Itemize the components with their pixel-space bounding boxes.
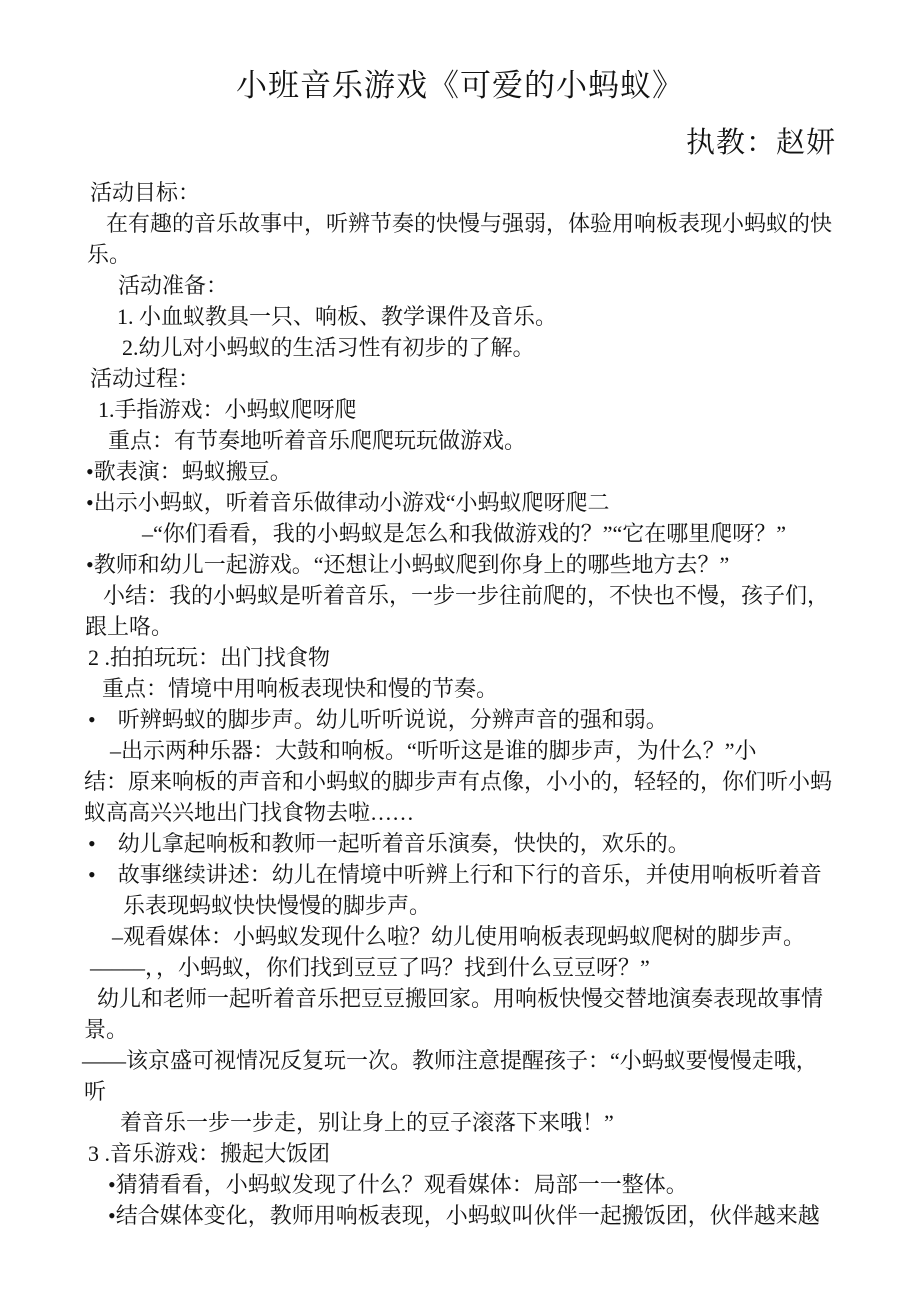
- text-line: 重点：情境中用响板表现快和慢的节奏。: [102, 676, 499, 701]
- text-line: • 幼儿拿起响板和教师一起听着音乐演奏，快快的，欢乐的。: [88, 831, 690, 856]
- document-body: [0, 177, 920, 1231]
- text-line: 结：原来响板的声音和小蚂蚁的脚步声有点像，小小的，轻轻的，你们听小蚂: [84, 769, 833, 794]
- text-line: –观看媒体：小蚂蚁发现什么啦？幼儿使用响板表现蚂蚁爬树的脚步声。: [112, 924, 806, 949]
- text-line: 活动目标：: [90, 180, 201, 205]
- text-line: 小结：我的小蚂蚁是听着音乐，一步一步往前爬的，不快也不慢，孩子们，: [103, 583, 830, 608]
- text-line: –“你们看看，我的小蚂蚁是怎么和我做游戏的？”“它在哪里爬呀？”: [142, 521, 787, 546]
- text-line: • 故事继续讲述：幼儿在情境中听辨上行和下行的音乐，并使用响板听着音: [88, 862, 822, 887]
- text-line: •猜猜看看，小蚂蚁发现了什么？观看媒体：局部一一整体。: [108, 1172, 688, 1197]
- text-line: 2.幼儿对小蚂蚁的生活习性有初步的了解。: [122, 335, 535, 360]
- text-line: 活动准备：: [118, 273, 229, 298]
- text-line: 1. 小血蚁教具一只、响板、教学课件及音乐。: [117, 304, 558, 329]
- text-line: –––––，，小蚂蚁，你们找到豆豆了吗？找到什么豆豆呀？”: [90, 955, 650, 980]
- text-line: 在有趣的音乐故事中，听辨节奏的快慢与强弱，体验用响板表现小蚂蚁的快: [106, 211, 833, 236]
- text-line: 跟上咯。: [85, 614, 174, 639]
- document-byline: 执教：赵妍: [685, 127, 836, 159]
- text-line: 1.手指游戏：小蚂蚁爬呀爬: [98, 397, 357, 422]
- text-line: 听: [84, 1079, 107, 1104]
- text-line: ——该京盛可视情况反复玩一次。教师注意提醒孩子：“小蚂蚁要慢慢走哦，: [82, 1048, 818, 1073]
- text-line: • 听辨蚂蚁的脚步声。幼儿听听说说，分辨声音的强和弱。: [88, 707, 668, 732]
- text-line: –出示两种乐器：大鼓和响板。“听听这是谁的脚步声，为什么？”小: [110, 738, 757, 763]
- text-line: 着音乐一步一步走，别让身上的豆子滚落下来哦！”: [120, 1110, 614, 1135]
- text-line: •结合媒体变化，教师用响板表现，小蚂蚁叫伙伴一起搬饭团，伙伴越来越: [108, 1203, 820, 1228]
- text-line: 2 .拍拍玩玩：出门找食物: [88, 645, 331, 670]
- text-line: 3 .音乐游戏：搬起大饭团: [88, 1141, 331, 1166]
- text-line: 幼儿和老师一起听着音乐把豆豆搬回家。用响板快慢交替地演奏表现故事情: [97, 986, 824, 1011]
- text-line: •出示小蚂蚁，听着音乐做律动小游戏“小蚂蚁爬呀爬二: [86, 490, 610, 515]
- text-line: 活动过程：: [90, 366, 201, 391]
- text-line: 乐。: [87, 242, 132, 267]
- document-title: 小班音乐游戏《可爱的小蚂蚁》: [236, 68, 684, 103]
- text-line: •歌表演：蚂蚁搬豆。: [86, 459, 292, 484]
- text-line: 蚁高高兴兴地出门找食物去啦……: [84, 800, 415, 825]
- text-line: 乐表现蚂蚁快快慢慢的脚步声。: [123, 893, 432, 918]
- text-line: 重点：有节奏地听着音乐爬爬玩玩做游戏。: [108, 428, 527, 453]
- text-line: •教师和幼儿一起游戏。“还想让小蚂蚁爬到你身上的哪些地方去？”: [86, 552, 730, 577]
- text-line: 景。: [84, 1017, 129, 1042]
